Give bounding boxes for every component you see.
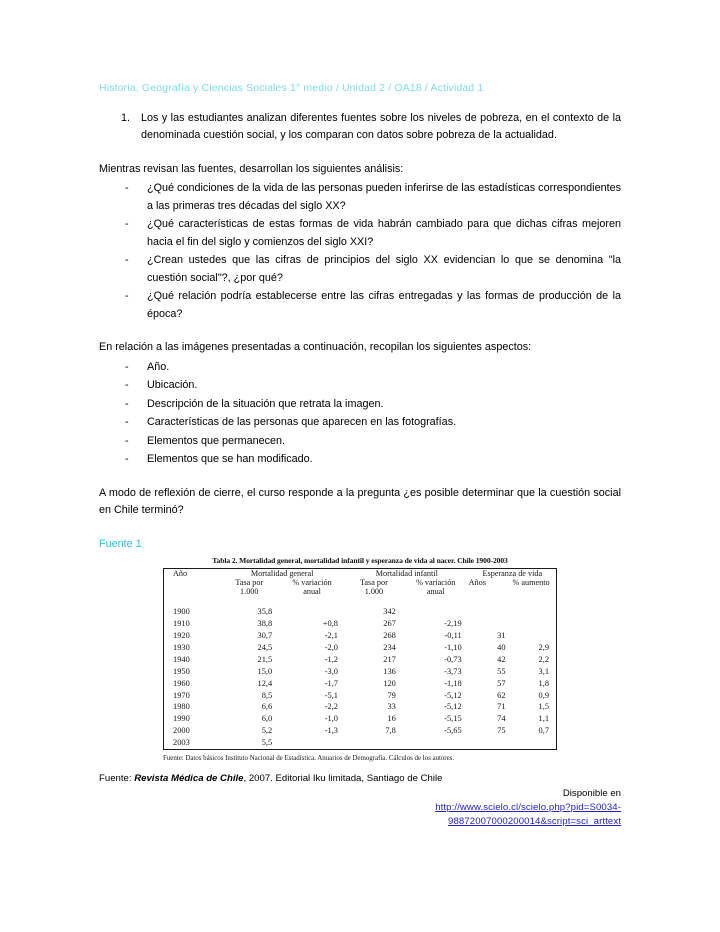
subheader-life-years: Años <box>468 577 486 587</box>
header-life-expectancy: Esperanza de vida <box>482 568 543 578</box>
cell-value: 1,1 <box>538 714 549 724</box>
cell-value: 1,8 <box>538 678 549 688</box>
cell-value: 234 <box>383 642 396 652</box>
cell-year: 1980 <box>173 702 190 712</box>
cell-value: 74 <box>497 714 506 724</box>
cell-year: 2003 <box>173 738 190 748</box>
list-item: - Elementos que se han modificado. <box>121 451 621 468</box>
cell-value: +0,8 <box>322 618 338 628</box>
cell-value: 5,2 <box>261 726 273 736</box>
cell-value: 2,2 <box>538 654 549 664</box>
cell-value <box>345 737 403 749</box>
source-citation <box>99 772 621 830</box>
list-item: - Año. <box>121 359 621 376</box>
cell-year: 1900 <box>173 607 190 617</box>
cell-value: 35,8 <box>257 607 273 617</box>
cell-value: 267 <box>383 618 396 628</box>
aspects-intro: En relación a las imágenes presentadas a continuación, recopilan los siguientes aspectos: <box>99 341 532 354</box>
table-row <box>164 666 557 678</box>
cell-value <box>403 606 469 618</box>
cell-value: 268 <box>383 630 396 640</box>
subheader-line2: 1.000 <box>364 586 384 596</box>
cell-value: 71 <box>497 702 506 712</box>
subheader-line2: 1.000 <box>240 586 259 596</box>
list-item: - ¿Qué condiciones de la vida de las personas pueden inferirse de las estadísticas correspondientes a las primeras tres décadas del siglo XX? <box>121 180 621 215</box>
breadcrumb: Historia, Geografía y Ciencias Sociales 1° medio / Unidad 2 / OA18 / Actividad 1 <box>99 82 484 94</box>
cell-value: 57 <box>497 678 506 688</box>
cell-value: 136 <box>383 666 396 676</box>
table-row <box>164 737 557 749</box>
cell-value <box>513 630 557 642</box>
header-year: Año <box>173 568 188 578</box>
table-body <box>164 606 557 750</box>
subheader-line1: Tasa por <box>235 577 264 587</box>
source-rest: , 2007. Editorial Iku limitada, Santiago de Chile <box>243 773 443 785</box>
table-group-header-row <box>164 568 557 578</box>
cell-year: 2000 <box>173 726 190 736</box>
cell-value <box>513 737 557 749</box>
cell-value: 120 <box>383 678 396 688</box>
table-row <box>164 618 557 630</box>
analysis-list <box>99 180 621 323</box>
cell-value: 1,5 <box>538 702 549 712</box>
cell-value: -2,0 <box>324 642 338 652</box>
closing-paragraph: A modo de reflexión de cierre, el curso responde a la pregunta ¿es posible determinar que la cuestión social en Chile terminó? <box>99 486 621 517</box>
list-item: - ¿Qué relación podría establecerse entre las cifras entregadas y las formas de producción de la época? <box>121 288 621 323</box>
cell-year: 1960 <box>173 678 190 688</box>
table-row <box>164 642 557 654</box>
cell-year: 1950 <box>173 666 190 676</box>
cell-value: 0,9 <box>538 690 549 700</box>
cell-value: -0,73 <box>444 654 462 664</box>
list-item: - Ubicación. <box>121 377 621 394</box>
cell-value: 30,7 <box>257 630 273 640</box>
cell-value: 33 <box>387 702 396 712</box>
cell-value: -3,73 <box>444 666 462 676</box>
table-row <box>164 630 557 642</box>
header-infant-mortality: Mortalidad infantil <box>375 568 438 578</box>
cell-value: -2,1 <box>324 630 338 640</box>
cell-value: 16 <box>387 714 396 724</box>
list-item: - Elementos que permanecen. <box>121 433 621 450</box>
cell-value: -5,65 <box>444 726 462 736</box>
cell-value: -1,0 <box>324 714 338 724</box>
cell-value: -1,2 <box>324 654 338 664</box>
cell-value <box>403 737 469 749</box>
cell-value: 42 <box>497 654 506 664</box>
table-caption: Tabla 2. Mortalidad general, mortalidad infantil y esperanza de vida al nacer. Chile 1900-2003 <box>212 555 508 565</box>
cell-value: 55 <box>497 666 506 676</box>
cell-value: 21,5 <box>257 654 273 664</box>
source-url-line1[interactable]: http://www.scielo.cl/scielo.php?pid=S0034- <box>435 801 621 813</box>
table-row <box>164 654 557 666</box>
table-row <box>164 606 557 618</box>
subheader-empty <box>164 578 220 596</box>
subheader-life-increase: % aumento <box>512 577 550 587</box>
cell-value: 62 <box>497 690 506 700</box>
activity-text: Los y las estudiantes analizan diferentes fuentes sobre los niveles de pobreza, en el contexto de la denominada cuestión social, y los comparan con datos sobre pobreza de la actualidad. <box>141 112 621 142</box>
subheader-general-rate <box>219 578 279 596</box>
table-row <box>164 701 557 713</box>
cell-value: -1,7 <box>324 678 338 688</box>
analysis-intro: Mientras revisan las fuentes, desarrollan los siguientes análisis: <box>99 162 404 175</box>
table-row <box>164 690 557 702</box>
source-available-label: Disponible en <box>562 787 621 799</box>
cell-value: 6,6 <box>261 702 273 712</box>
cell-value <box>469 606 513 618</box>
source-prefix: Fuente: <box>99 773 135 785</box>
cell-value: -1,10 <box>444 642 462 652</box>
cell-year: 1930 <box>173 642 190 652</box>
aspects-list <box>99 359 621 469</box>
cell-year: 1910 <box>173 618 190 628</box>
cell-year: 1970 <box>173 690 190 700</box>
subheader-line1: Tasa por <box>359 577 388 587</box>
cell-value: 12,4 <box>257 678 273 688</box>
cell-value: 5,5 <box>261 738 273 748</box>
cell-value: 15,0 <box>257 666 273 676</box>
cell-value: 40 <box>497 642 506 652</box>
table-row <box>164 678 557 690</box>
cell-value: -3,0 <box>324 666 338 676</box>
list-item: - Características de las personas que aparecen en las fotografías. <box>121 414 621 431</box>
cell-value <box>513 618 557 630</box>
subheader-line1: % variación <box>292 577 332 587</box>
subheader-line1: % variación <box>416 577 456 587</box>
cell-year: 1940 <box>173 654 190 664</box>
source-journal: Revista Médica de Chile <box>134 773 244 785</box>
cell-value: 3,1 <box>538 666 549 676</box>
activity-number: 1. <box>121 112 131 124</box>
cell-value: 79 <box>387 690 396 700</box>
cell-value: -5,1 <box>324 690 338 700</box>
activity-item <box>121 110 621 145</box>
cell-value <box>279 606 345 618</box>
cell-year: 1990 <box>173 714 190 724</box>
subheader-infant-rate <box>345 578 403 596</box>
cell-value: -5,15 <box>444 714 462 724</box>
cell-value: 0,7 <box>538 726 549 736</box>
cell-value: 342 <box>383 607 396 617</box>
cell-value <box>513 606 557 618</box>
cell-value: -2,19 <box>444 618 462 628</box>
cell-value: -1,3 <box>324 726 338 736</box>
cell-value: -0,11 <box>444 630 462 640</box>
cell-value <box>469 737 513 749</box>
cell-value: -5,12 <box>444 690 462 700</box>
cell-value <box>469 618 513 630</box>
table-spacer <box>164 597 557 606</box>
cell-value: 31 <box>497 630 506 640</box>
cell-value <box>279 737 345 749</box>
cell-value: -5,12 <box>444 702 462 712</box>
table-sub-header-row <box>164 578 557 596</box>
subheader-line2: anual <box>303 586 321 596</box>
list-item: - Descripción de la situación que retrata la imagen. <box>121 396 621 413</box>
cell-value: -1,18 <box>444 678 462 688</box>
subheader-line2: anual <box>426 586 445 596</box>
cell-value: 7,8 <box>385 726 396 736</box>
cell-value: 38,8 <box>257 618 273 628</box>
subheader-general-var <box>279 578 345 596</box>
fuente-label: Fuente 1 <box>99 537 142 550</box>
cell-value: 75 <box>497 726 506 736</box>
cell-value: 2,9 <box>538 642 549 652</box>
table-source-note: Fuente: Datos básicos Instituto Nacional de Estadística. Anuarios de Demografía. Cálculos de los autores. <box>163 754 455 763</box>
list-item: - ¿Qué características de estas formas de vida habrán cambiado para que dichas cifras mejoren hacia el fin del siglo y comienzos del siglo XXI? <box>121 216 621 251</box>
cell-value: -2,2 <box>324 702 338 712</box>
document-content <box>99 82 621 830</box>
table-row <box>164 713 557 725</box>
header-general-mortality: Mortalidad general <box>250 568 314 578</box>
statistical-table-figure <box>163 556 557 762</box>
cell-value: 8,5 <box>261 690 273 700</box>
subheader-infant-var <box>403 578 469 596</box>
table-row <box>164 725 557 737</box>
mortality-table <box>163 568 557 750</box>
source-url-line2[interactable]: 98872007000200014&script=sci_arttext <box>448 816 621 828</box>
cell-year: 1920 <box>173 630 190 640</box>
cell-value: 24,5 <box>257 642 273 652</box>
cell-value: 6,0 <box>261 714 273 724</box>
cell-value: 217 <box>383 654 396 664</box>
list-item: - ¿Crean ustedes que las cifras de principios del siglo XX evidencian lo que se denomina "la cuestión social"?, ¿por qué? <box>121 252 621 287</box>
